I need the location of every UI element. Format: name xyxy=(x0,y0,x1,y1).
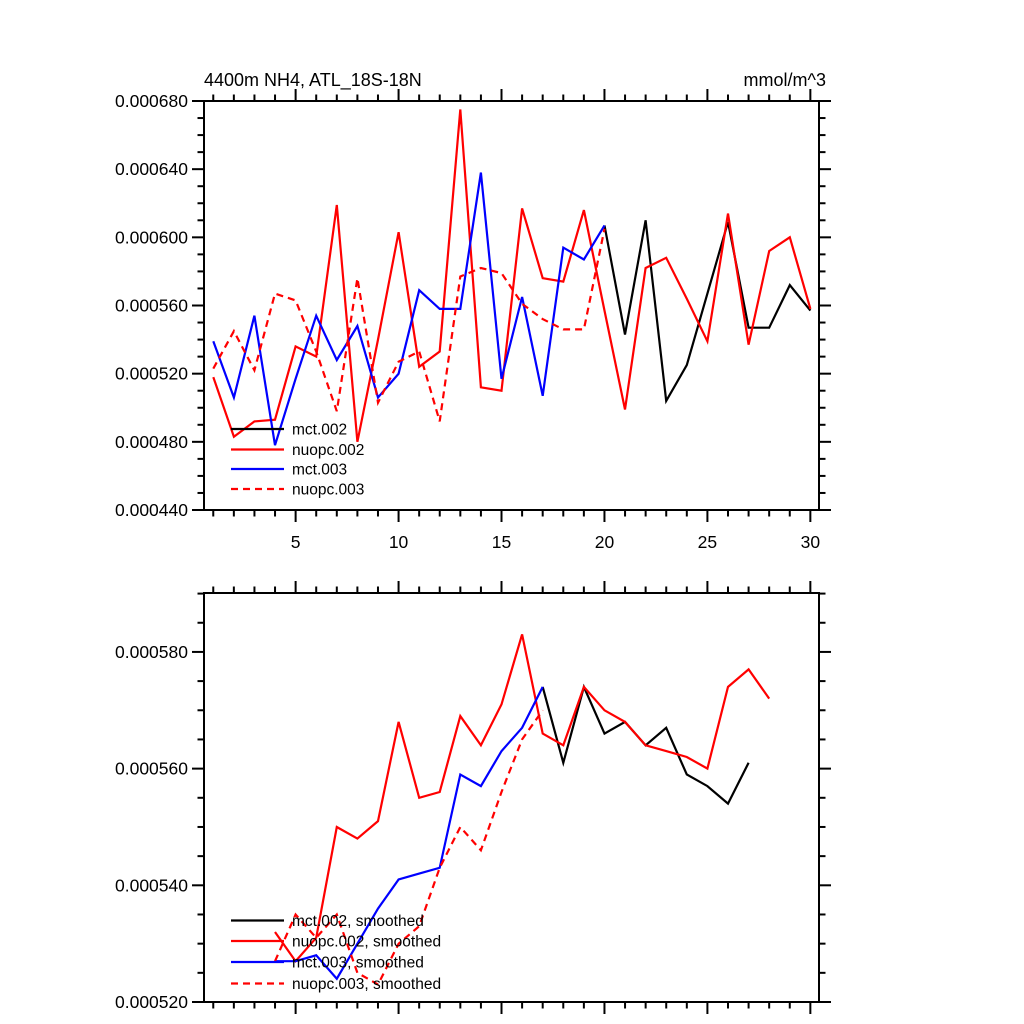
y-tick-label: 0.000520 xyxy=(115,992,188,1012)
y-tick-label: 0.000520 xyxy=(115,363,188,384)
y-tick-label: 0.000560 xyxy=(115,758,188,779)
chart-title: 4400m NH4, ATL_18S-18N xyxy=(204,70,422,90)
legend-item-mct.002 xyxy=(231,422,347,439)
y-tick-label: 0.000560 xyxy=(115,295,188,316)
y-tick-label: 0.000600 xyxy=(115,227,188,248)
series-line-nuopc.002 xyxy=(213,110,810,442)
legend-label: mct.002 xyxy=(292,421,348,439)
top-panel xyxy=(115,70,831,552)
units-label: mmol/m^3 xyxy=(743,70,826,90)
x-tick-label: 25 xyxy=(697,532,718,552)
legend-item-mct.003-smoothed xyxy=(231,955,424,972)
y-tick-label: 0.000680 xyxy=(115,91,188,111)
series-line-mct.002 xyxy=(605,220,811,401)
legend-label: nuopc.003, smoothed xyxy=(292,976,442,993)
legend-label: nuopc.002 xyxy=(292,442,365,459)
legend-item-mct.003 xyxy=(231,462,347,479)
y-tick-label: 0.000480 xyxy=(115,431,188,452)
legend-item-nuopc.003-smoothed xyxy=(231,976,441,993)
series-line-nuopc.003 xyxy=(213,229,604,422)
legend-label: mct.003 xyxy=(292,461,348,479)
legend-item-mct.002-smoothed xyxy=(231,913,424,930)
legend-item-nuopc.002-smoothed xyxy=(231,934,441,951)
y-tick-label: 0.000540 xyxy=(115,875,188,896)
x-tick-label: 20 xyxy=(594,532,615,552)
legend-item-nuopc.003 xyxy=(231,482,364,499)
x-tick-label: 15 xyxy=(491,532,512,552)
legend-label: nuopc.002, smoothed xyxy=(292,933,442,951)
bottom-panel xyxy=(115,581,831,1014)
x-tick-label: 30 xyxy=(800,532,821,552)
legend-item-nuopc.002 xyxy=(231,442,364,459)
x-tick-label: 5 xyxy=(290,532,301,552)
x-tick-label: 10 xyxy=(388,532,409,552)
legend-label: mct.002, smoothed xyxy=(292,913,424,930)
y-tick-label: 0.000440 xyxy=(115,500,188,520)
y-tick-label: 0.000580 xyxy=(115,641,188,662)
y-tick-label: 0.000640 xyxy=(115,159,188,180)
legend-label: mct.003, smoothed xyxy=(292,954,424,972)
legend-label: nuopc.003 xyxy=(292,481,365,499)
